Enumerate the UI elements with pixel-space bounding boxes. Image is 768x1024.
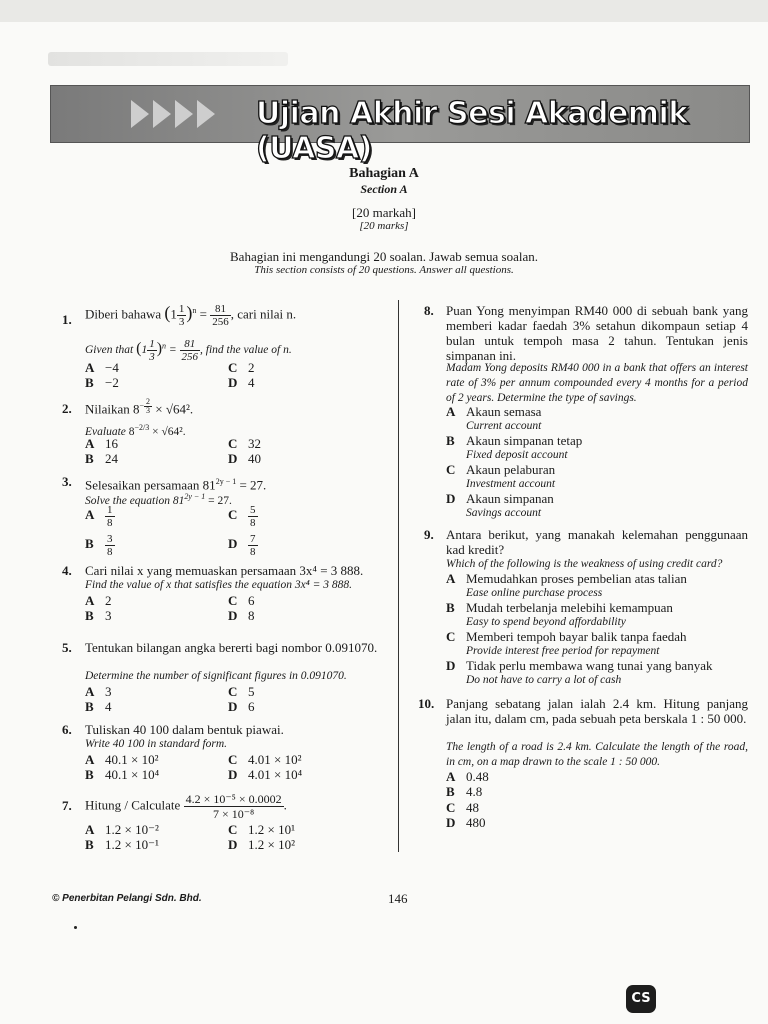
option-c: C 4.01 × 10² (228, 752, 302, 767)
option-c: C $\frac{5}{8}$ (228, 504, 256, 529)
option-c: C 5 (228, 684, 255, 699)
option-c: C 32 (228, 436, 261, 451)
faded-header-text (48, 52, 288, 66)
option-c: C Akaun pelaburan Investment account (446, 462, 556, 490)
column-divider (398, 300, 399, 852)
option-d: D 4.01 × 10⁴ (228, 767, 303, 782)
option-b: B −2 (85, 375, 119, 390)
option-c: C 2 (228, 360, 255, 375)
marks-en: [20 marks] (359, 220, 409, 232)
option-d: D 6 (228, 699, 255, 714)
option-d: D 8 (228, 608, 255, 623)
option-a: A Akaun semasa Current account (446, 404, 542, 432)
banner-title: Ujian Akhir Sesi Akademik (UASA) (256, 96, 688, 166)
option-a: A Memudahkan proses pembelian atas talian Ease online purchase process (446, 571, 687, 599)
option-d: D 40 (228, 451, 261, 466)
instructions: Bahagian ini mengandungi 20 soalan. Jawab semua soalan. (230, 249, 538, 264)
option-d: D 1.2 × 10² (228, 837, 295, 852)
option-a: A 16 (85, 436, 118, 451)
page-number: 146 (388, 891, 408, 906)
option-b: B 3 (85, 608, 112, 623)
option-a: A $\frac{1}{8}$ (85, 504, 113, 529)
option-a: A 0.48 (446, 769, 489, 784)
option-a: A −4 (85, 360, 119, 375)
option-a: A 2 (85, 593, 112, 608)
marks: [20 markah] (352, 205, 416, 220)
option-b: B Akaun simpanan tetap Fixed deposit account (446, 433, 583, 461)
option-b: B $\frac{3}{8}$ (85, 533, 113, 558)
scan-speck (74, 926, 77, 929)
option-b: B 4 (85, 699, 112, 714)
option-b: B 24 (85, 451, 118, 466)
option-b: B Mudah terbelanja melebihi kemampuan Easy to spend beyond affordability (446, 600, 673, 628)
option-c: C 48 (446, 800, 479, 815)
option-c: C Memberi tempoh bayar balik tanpa faedah Provide interest free period for repayment (446, 629, 687, 657)
arrow-decoration-icon (131, 100, 241, 130)
camscanner-badge: CS (626, 985, 656, 1013)
option-d: D 480 (446, 815, 486, 830)
section-title-en: Section A (360, 182, 408, 196)
option-c: C 6 (228, 593, 255, 608)
option-d: D Akaun simpanan Savings account (446, 491, 554, 519)
option-a: A 1.2 × 10⁻² (85, 822, 159, 837)
option-c: C 1.2 × 10¹ (228, 822, 295, 837)
option-a: A 3 (85, 684, 112, 699)
option-d: D Tidak perlu membawa wang tunai yang banyak Do not have to carry a lot of cash (446, 658, 713, 686)
top-edge (0, 0, 768, 22)
option-a: A 40.1 × 10² (85, 752, 159, 767)
option-b: B 1.2 × 10⁻¹ (85, 837, 159, 852)
option-d: D 4 (228, 375, 255, 390)
section-title: Bahagian A (349, 166, 419, 181)
option-b: B 40.1 × 10⁴ (85, 767, 160, 782)
instructions-en: This section consists of 20 questions. Answer all questions. (254, 264, 514, 276)
publisher-credit: © Penerbitan Pelangi Sdn. Bhd. (52, 893, 202, 904)
option-b: B 4.8 (446, 784, 483, 799)
title-banner (50, 85, 750, 166)
option-d: D $\frac{7}{8}$ (228, 533, 256, 558)
